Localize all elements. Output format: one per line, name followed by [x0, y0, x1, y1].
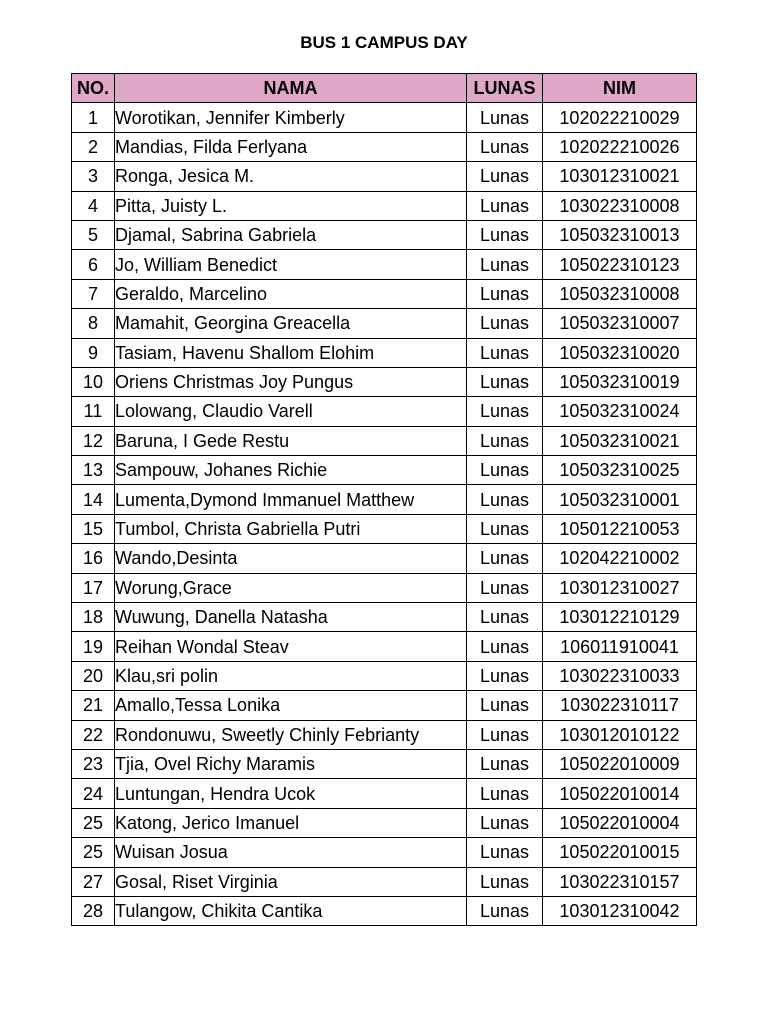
row-nim: 103022310117	[543, 691, 697, 720]
row-nim: 105032310008	[543, 279, 697, 308]
row-number: 23	[72, 749, 115, 778]
row-nim: 105022310123	[543, 250, 697, 279]
table-row	[72, 162, 697, 191]
table-row	[72, 896, 697, 925]
row-name: Pitta, Juisty L.	[115, 191, 467, 220]
table-row	[72, 367, 697, 396]
roster-table	[71, 73, 697, 926]
table-row	[72, 573, 697, 602]
table-row	[72, 220, 697, 249]
row-number: 4	[72, 191, 115, 220]
row-nim: 105022010009	[543, 749, 697, 778]
row-status: Lunas	[467, 485, 543, 514]
row-nim: 103012310021	[543, 162, 697, 191]
row-name: Mamahit, Georgina Greacella	[115, 309, 467, 338]
row-nim: 105022010004	[543, 808, 697, 837]
column-header-no: NO.	[72, 74, 115, 103]
table-row	[72, 779, 697, 808]
row-nim: 106011910041	[543, 632, 697, 661]
table-row	[72, 103, 697, 132]
row-name: Oriens Christmas Joy Pungus	[115, 367, 467, 396]
row-status: Lunas	[467, 514, 543, 543]
row-nim: 103012310042	[543, 896, 697, 925]
row-name: Katong, Jerico Imanuel	[115, 808, 467, 837]
row-status: Lunas	[467, 338, 543, 367]
column-header-nim: NIM	[543, 74, 697, 103]
row-name: Rondonuwu, Sweetly Chinly Febrianty	[115, 720, 467, 749]
row-name: Geraldo, Marcelino	[115, 279, 467, 308]
row-number: 25	[72, 838, 115, 867]
row-nim: 105032310001	[543, 485, 697, 514]
row-name: Luntungan, Hendra Ucok	[115, 779, 467, 808]
row-number: 28	[72, 896, 115, 925]
row-status: Lunas	[467, 867, 543, 896]
table-row	[72, 514, 697, 543]
row-status: Lunas	[467, 103, 543, 132]
row-status: Lunas	[467, 779, 543, 808]
row-name: Tjia, Ovel Richy Maramis	[115, 749, 467, 778]
table-row	[72, 456, 697, 485]
row-number: 6	[72, 250, 115, 279]
row-name: Amallo,Tessa Lonika	[115, 691, 467, 720]
column-header-nama: NAMA	[115, 74, 467, 103]
table-row	[72, 338, 697, 367]
table-row	[72, 191, 697, 220]
table-row	[72, 544, 697, 573]
row-status: Lunas	[467, 162, 543, 191]
table-row	[72, 808, 697, 837]
table-row	[72, 309, 697, 338]
row-status: Lunas	[467, 838, 543, 867]
row-nim: 105032310020	[543, 338, 697, 367]
row-nim: 102022210029	[543, 103, 697, 132]
row-nim: 102022210026	[543, 132, 697, 161]
row-status: Lunas	[467, 191, 543, 220]
row-name: Lolowang, Claudio Varell	[115, 397, 467, 426]
row-number: 27	[72, 867, 115, 896]
row-status: Lunas	[467, 808, 543, 837]
column-header-lunas: LUNAS	[467, 74, 543, 103]
row-nim: 105032310007	[543, 309, 697, 338]
table-row	[72, 250, 697, 279]
row-number: 16	[72, 544, 115, 573]
row-status: Lunas	[467, 632, 543, 661]
row-name: Mandias, Filda Ferlyana	[115, 132, 467, 161]
row-status: Lunas	[467, 397, 543, 426]
row-status: Lunas	[467, 132, 543, 161]
row-number: 25	[72, 808, 115, 837]
row-number: 1	[72, 103, 115, 132]
row-nim: 105012210053	[543, 514, 697, 543]
row-status: Lunas	[467, 456, 543, 485]
row-status: Lunas	[467, 661, 543, 690]
row-number: 11	[72, 397, 115, 426]
row-nim: 105032310013	[543, 220, 697, 249]
table-header-row	[72, 74, 697, 103]
table-row	[72, 279, 697, 308]
row-status: Lunas	[467, 250, 543, 279]
row-number: 18	[72, 603, 115, 632]
row-name: Wuwung, Danella Natasha	[115, 603, 467, 632]
row-name: Baruna, I Gede Restu	[115, 426, 467, 455]
row-nim: 103022310157	[543, 867, 697, 896]
row-number: 12	[72, 426, 115, 455]
row-number: 13	[72, 456, 115, 485]
table-row	[72, 749, 697, 778]
row-status: Lunas	[467, 573, 543, 602]
row-name: Wuisan Josua	[115, 838, 467, 867]
table-body	[72, 103, 697, 926]
row-name: Djamal, Sabrina Gabriela	[115, 220, 467, 249]
row-nim: 105032310021	[543, 426, 697, 455]
row-name: Reihan Wondal Steav	[115, 632, 467, 661]
row-number: 15	[72, 514, 115, 543]
table-row	[72, 485, 697, 514]
row-status: Lunas	[467, 279, 543, 308]
table-row	[72, 397, 697, 426]
row-nim: 103012210129	[543, 603, 697, 632]
table-row	[72, 720, 697, 749]
row-status: Lunas	[467, 896, 543, 925]
page-title: BUS 1 CAMPUS DAY	[300, 33, 468, 52]
row-number: 17	[72, 573, 115, 602]
table-row	[72, 603, 697, 632]
row-name: Wando,Desinta	[115, 544, 467, 573]
row-status: Lunas	[467, 367, 543, 396]
row-number: 21	[72, 691, 115, 720]
table-row	[72, 661, 697, 690]
row-nim: 102042210002	[543, 544, 697, 573]
row-status: Lunas	[467, 544, 543, 573]
row-number: 9	[72, 338, 115, 367]
row-name: Worung,Grace	[115, 573, 467, 602]
row-nim: 103012010122	[543, 720, 697, 749]
row-name: Sampouw, Johanes Richie	[115, 456, 467, 485]
row-number: 10	[72, 367, 115, 396]
row-status: Lunas	[467, 426, 543, 455]
table-row	[72, 838, 697, 867]
row-name: Ronga, Jesica M.	[115, 162, 467, 191]
row-status: Lunas	[467, 720, 543, 749]
row-number: 2	[72, 132, 115, 161]
row-status: Lunas	[467, 691, 543, 720]
row-name: Lumenta,Dymond Immanuel Matthew	[115, 485, 467, 514]
row-number: 14	[72, 485, 115, 514]
row-number: 7	[72, 279, 115, 308]
row-number: 8	[72, 309, 115, 338]
row-nim: 105032310025	[543, 456, 697, 485]
row-nim: 105022010015	[543, 838, 697, 867]
row-name: Tumbol, Christa Gabriella Putri	[115, 514, 467, 543]
row-nim: 103022310033	[543, 661, 697, 690]
table-row	[72, 426, 697, 455]
row-status: Lunas	[467, 603, 543, 632]
row-status: Lunas	[467, 309, 543, 338]
row-nim: 103012310027	[543, 573, 697, 602]
row-name: Tasiam, Havenu Shallom Elohim	[115, 338, 467, 367]
table-row	[72, 691, 697, 720]
row-nim: 105032310024	[543, 397, 697, 426]
row-name: Klau,sri polin	[115, 661, 467, 690]
row-number: 22	[72, 720, 115, 749]
row-number: 19	[72, 632, 115, 661]
row-name: Gosal, Riset Virginia	[115, 867, 467, 896]
row-number: 3	[72, 162, 115, 191]
row-nim: 103022310008	[543, 191, 697, 220]
row-status: Lunas	[467, 749, 543, 778]
table-row	[72, 632, 697, 661]
row-number: 20	[72, 661, 115, 690]
row-status: Lunas	[467, 220, 543, 249]
table-row	[72, 132, 697, 161]
row-nim: 105032310019	[543, 367, 697, 396]
row-nim: 105022010014	[543, 779, 697, 808]
row-number: 5	[72, 220, 115, 249]
row-name: Worotikan, Jennifer Kimberly	[115, 103, 467, 132]
row-number: 24	[72, 779, 115, 808]
row-name: Tulangow, Chikita Cantika	[115, 896, 467, 925]
row-name: Jo, William Benedict	[115, 250, 467, 279]
table-row	[72, 867, 697, 896]
